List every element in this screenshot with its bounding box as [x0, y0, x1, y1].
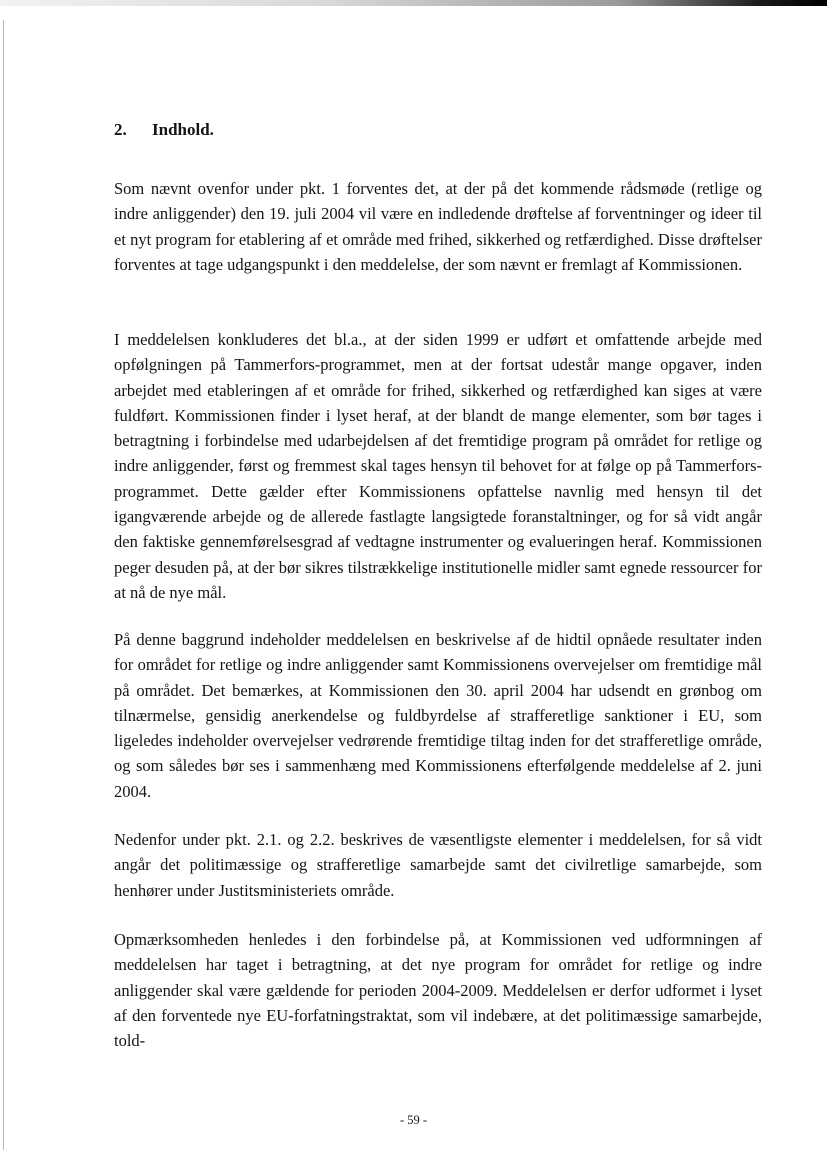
paragraph-2: I meddelelsen konkluderes det bl.a., at der siden 1999 er udført et omfattende arbejde med opfølgningen på Tammerfors-programmet, men at der fortsat udestår mange opgaver, inden arbejdet med etableringen af et område for frihed, sikkerhed og retfærdighed kan siges at være fuldført. Kommissionen finder i lyset heraf, at der blandt de mange elementer, som bør tages i betragtning i forbindelse med udarbejdelsen af det fremtidige program på området for retlige og indre anliggender, først og fremmest skal tages hensyn til behovet for at følge op på Tammerfors-programmet. Dette gælder efter Kommissionens opfattelse navnlig med hensyn til det igangværende arbejde og de allerede fastlagte langsigtede foranstaltninger, og for så vidt angår den faktiske gennemførelsesgrad af vedtagne instrumenter og evalueringen heraf. Kommissionen peger desuden på, at der bør sikres tilstrækkelige institutionelle midler samt egnede ressourcer for at nå de nye mål.	[114, 330, 762, 602]
paragraph-3: På denne baggrund indeholder meddelelsen en beskrivelse af de hidtil opnåede resultater inden for området for retlige og indre anliggender samt Kommissionens overvejelser om fremtidige mål på området. Det bemærkes, at Kommissionen den 30. april 2004 har udsendt en grønbog om tilnærmelse, gensidig anerkendelse og fuldbyrdelse af strafferetlige sanktioner i EU, som ligeledes indeholder overvejelser vedrørende fremtidige tiltag inden for det strafferetlige område, og som således bør ses i sammenhæng med Kommissionens efterfølgende meddelelse af 2. juni 2004.	[114, 630, 762, 801]
paragraph-1: Som nævnt ovenfor under pkt. 1 forventes det, at der på det kommende rådsmøde (retlige og indre anliggender) den 19. juli 2004 vil være en indledende drøftelse af forventninger og ideer til et nyt program for etablering af et område med frihed, sikkerhed og retfærdighed. Disse drøftelser forventes at tage udgangspunkt i den meddelelse, der som nævnt er fremlagt af Kommissionen.	[114, 179, 762, 274]
section-title: Indhold.	[152, 120, 214, 139]
page-number: - 59 -	[399, 1113, 428, 1127]
section-number: 2.	[114, 120, 127, 139]
paragraph-4: Nedenfor under pkt. 2.1. og 2.2. beskrives de væsentligste elementer i meddelelsen, for så vidt angår det politimæssige og strafferetlige samarbejde samt det civilretlige samarbejde, som henhører under Justitsministeriets område.	[114, 830, 762, 900]
scan-edge-left	[3, 20, 4, 1150]
scan-edge-top	[0, 0, 827, 6]
section-heading	[114, 120, 214, 140]
paragraph-5: Opmærksomheden henledes i den forbindelse på, at Kommissionen ved udformningen af meddelelsen har taget i betragtning, at det nye program for området for retlige og indre anliggender skal være gældende for perioden 2004-2009. Meddelelsen er derfor udformet i lyset af den forventede nye EU-forfatningstraktat, som vil indebære, at det politimæssige samarbejde, told-	[114, 930, 762, 1051]
